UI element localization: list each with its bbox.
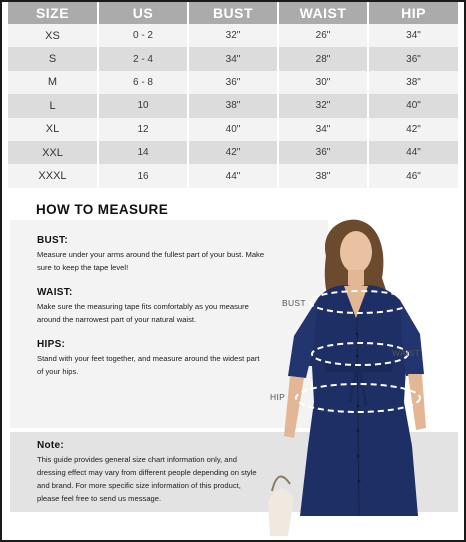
header-bust: BUST xyxy=(188,2,278,24)
cell-us: 10 xyxy=(98,94,188,117)
cell-waist: 38" xyxy=(278,164,368,187)
cell-waist: 32" xyxy=(278,94,368,117)
size-row xyxy=(8,118,458,141)
dress-model-illustration xyxy=(264,216,464,536)
cell-bust: 32" xyxy=(188,24,278,47)
cell-us: 12 xyxy=(98,118,188,141)
size-row xyxy=(8,164,458,187)
cell-us: 0 - 2 xyxy=(98,24,188,47)
size-row xyxy=(8,141,458,164)
cell-waist: 26" xyxy=(278,24,368,47)
cell-size: L xyxy=(8,94,98,117)
size-chart-table xyxy=(8,2,458,188)
cell-bust: 40" xyxy=(188,118,278,141)
cell-waist: 34" xyxy=(278,118,368,141)
cell-size: S xyxy=(8,47,98,70)
header-us: US xyxy=(98,2,188,24)
cell-hip: 44" xyxy=(368,141,458,164)
waist-marker-label: WAIST xyxy=(392,348,421,358)
cell-waist: 30" xyxy=(278,71,368,94)
hips-heading: HIPS: xyxy=(37,339,66,350)
how-to-measure-title: HOW TO MEASURE xyxy=(36,202,169,217)
note-heading: Note: xyxy=(37,440,65,451)
cell-hip: 42" xyxy=(368,118,458,141)
cell-size: XS xyxy=(8,24,98,47)
cell-bust: 34" xyxy=(188,47,278,70)
cell-hip: 40" xyxy=(368,94,458,117)
hip-marker-label: HIP xyxy=(270,392,286,402)
size-row xyxy=(8,24,458,47)
cell-us: 16 xyxy=(98,164,188,187)
note-text: This guide provides general size chart information only, and dressing effect may vary from different people depending on style and brand. For more specific size information of this product, please feel free to send us message. xyxy=(37,455,257,503)
model-figure xyxy=(264,216,464,536)
size-row xyxy=(8,47,458,70)
cell-hip: 46" xyxy=(368,164,458,187)
cell-size: M xyxy=(8,71,98,94)
size-row xyxy=(8,71,458,94)
cell-bust: 42" xyxy=(188,141,278,164)
header-waist: WAIST xyxy=(278,2,368,24)
header-hip: HIP xyxy=(368,2,458,24)
cell-us: 6 - 8 xyxy=(98,71,188,94)
cell-us: 2 - 4 xyxy=(98,47,188,70)
bust-heading: BUST: xyxy=(37,235,68,246)
bust-instructions: Measure under your arms around the fullest part of your bust. Make sure to keep the tape level! xyxy=(37,250,265,272)
cell-bust: 36" xyxy=(188,71,278,94)
waist-heading: WAIST: xyxy=(37,287,73,298)
hips-instructions: Stand with your feet together, and measure around the widest part of your hips. xyxy=(37,354,260,376)
cell-hip: 34" xyxy=(368,24,458,47)
cell-bust: 38" xyxy=(188,94,278,117)
bust-marker-label: BUST xyxy=(282,298,306,308)
cell-size: XL xyxy=(8,118,98,141)
size-chart-header-row xyxy=(8,2,458,24)
cell-size: XXL xyxy=(8,141,98,164)
cell-size: XXXL xyxy=(8,164,98,187)
cell-hip: 36" xyxy=(368,47,458,70)
cell-waist: 36" xyxy=(278,141,368,164)
size-row xyxy=(8,94,458,117)
cell-bust: 44" xyxy=(188,164,278,187)
cell-waist: 28" xyxy=(278,47,368,70)
header-size: SIZE xyxy=(8,2,98,24)
cell-us: 14 xyxy=(98,141,188,164)
cell-hip: 38" xyxy=(368,71,458,94)
waist-instructions: Make sure the measuring tape fits comfortably as you measure around the narrowest part of your natural waist. xyxy=(37,302,249,324)
